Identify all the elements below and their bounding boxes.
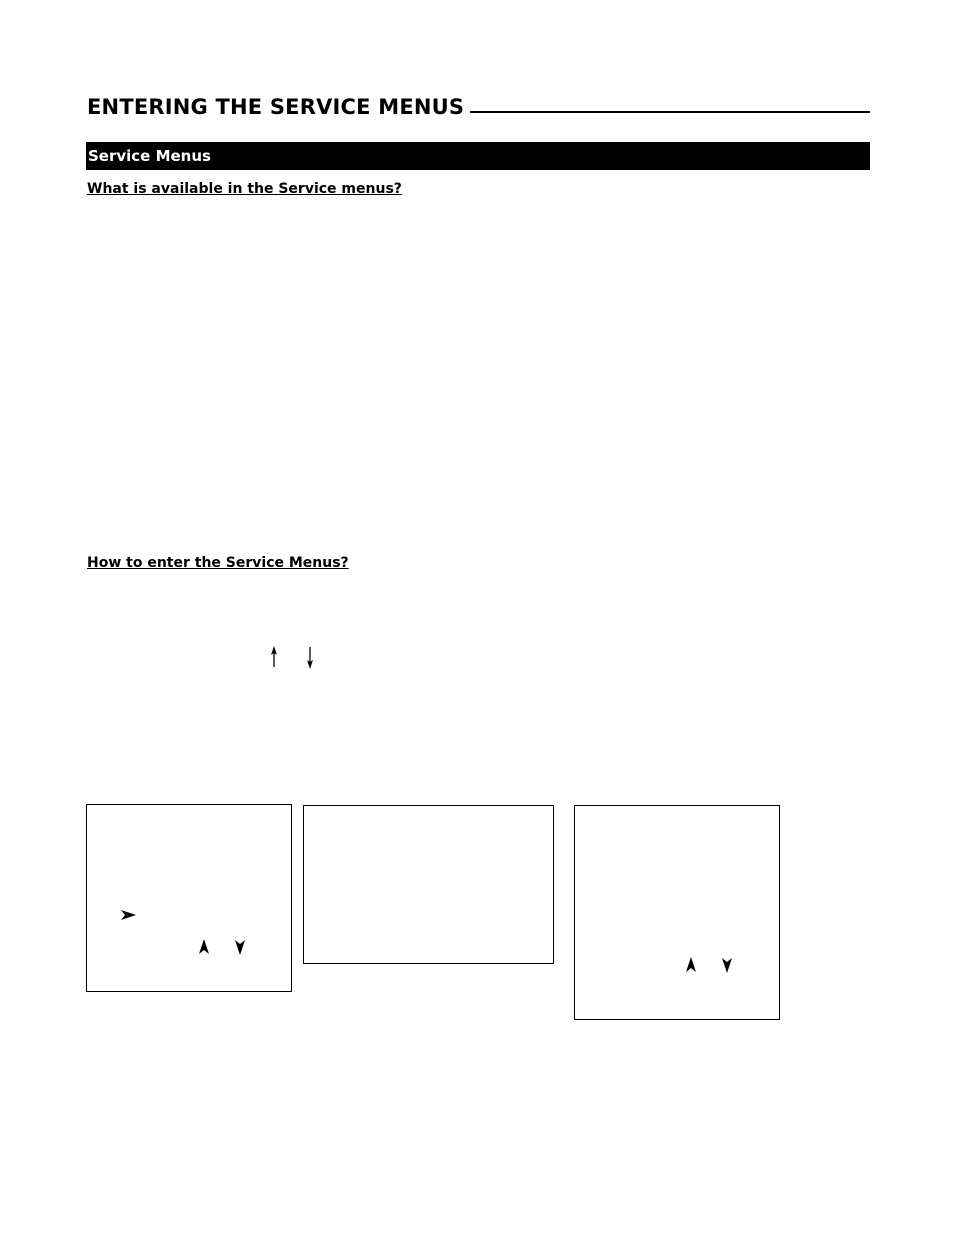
page-title: ENTERING THE SERVICE MENUS xyxy=(87,95,465,119)
section-bar xyxy=(86,142,870,170)
arrow-down-icon xyxy=(305,647,315,669)
arrow-up-icon xyxy=(269,646,279,668)
menu-screen-box-3 xyxy=(574,805,780,1020)
subheading-available: What is available in the Service menus? xyxy=(87,181,402,197)
menu-screen-box-2 xyxy=(303,805,554,964)
arrowhead-up-icon xyxy=(686,957,696,973)
arrowhead-down-icon xyxy=(235,939,245,955)
arrowhead-up-icon xyxy=(199,939,209,955)
arrowhead-down-icon xyxy=(722,957,732,973)
menu-screen-box-1 xyxy=(86,804,292,992)
subheading-enter: How to enter the Service Menus? xyxy=(87,555,349,571)
section-bar-label: Service Menus xyxy=(88,147,211,165)
title-rule xyxy=(470,111,870,113)
page-title-row xyxy=(87,90,870,120)
arrowhead-right-icon xyxy=(121,910,137,920)
